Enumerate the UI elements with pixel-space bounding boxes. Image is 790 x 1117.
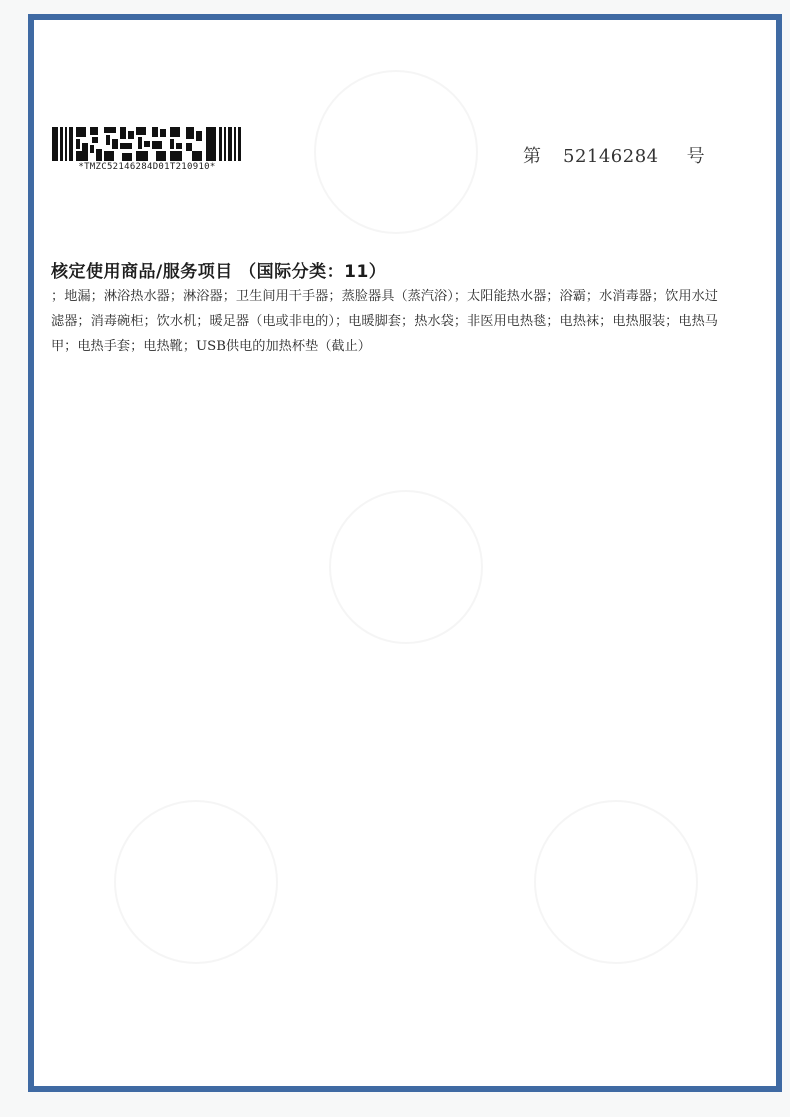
watermark-seal-middle: [329, 490, 483, 644]
barcode-image: [52, 127, 242, 161]
goods-services-title: 核定使用商品/服务项目 （国际分类：11）: [51, 262, 387, 282]
number-suffix: 号: [686, 146, 705, 167]
watermark-seal-bottom-right: [534, 800, 698, 964]
goods-services-list: ；地漏；淋浴热水器；淋浴器；卫生间用干手器；蒸脸器具（蒸汽浴）；太阳能热水器；浴霸；水消毒器；饮用水过滤器；消毒碗柜；饮水机；暖足器（电或非电的）；电暖脚套；热水袋；非医用电热毯；电热袜；电热服装；电热马甲；电热手套；电热靴；USB供电的加热杯垫（截止）: [51, 289, 718, 354]
certificate-number: [523, 142, 705, 168]
number-prefix: 第: [523, 146, 541, 167]
certificate-frame: [28, 14, 782, 1092]
watermark-seal-bottom-left: [114, 800, 278, 964]
barcode-text: *TMZC52146284D01T210910*: [78, 162, 216, 172]
registration-number: 52146284: [563, 146, 659, 167]
watermark-seal-top: [314, 70, 478, 234]
barcode: [52, 127, 242, 172]
